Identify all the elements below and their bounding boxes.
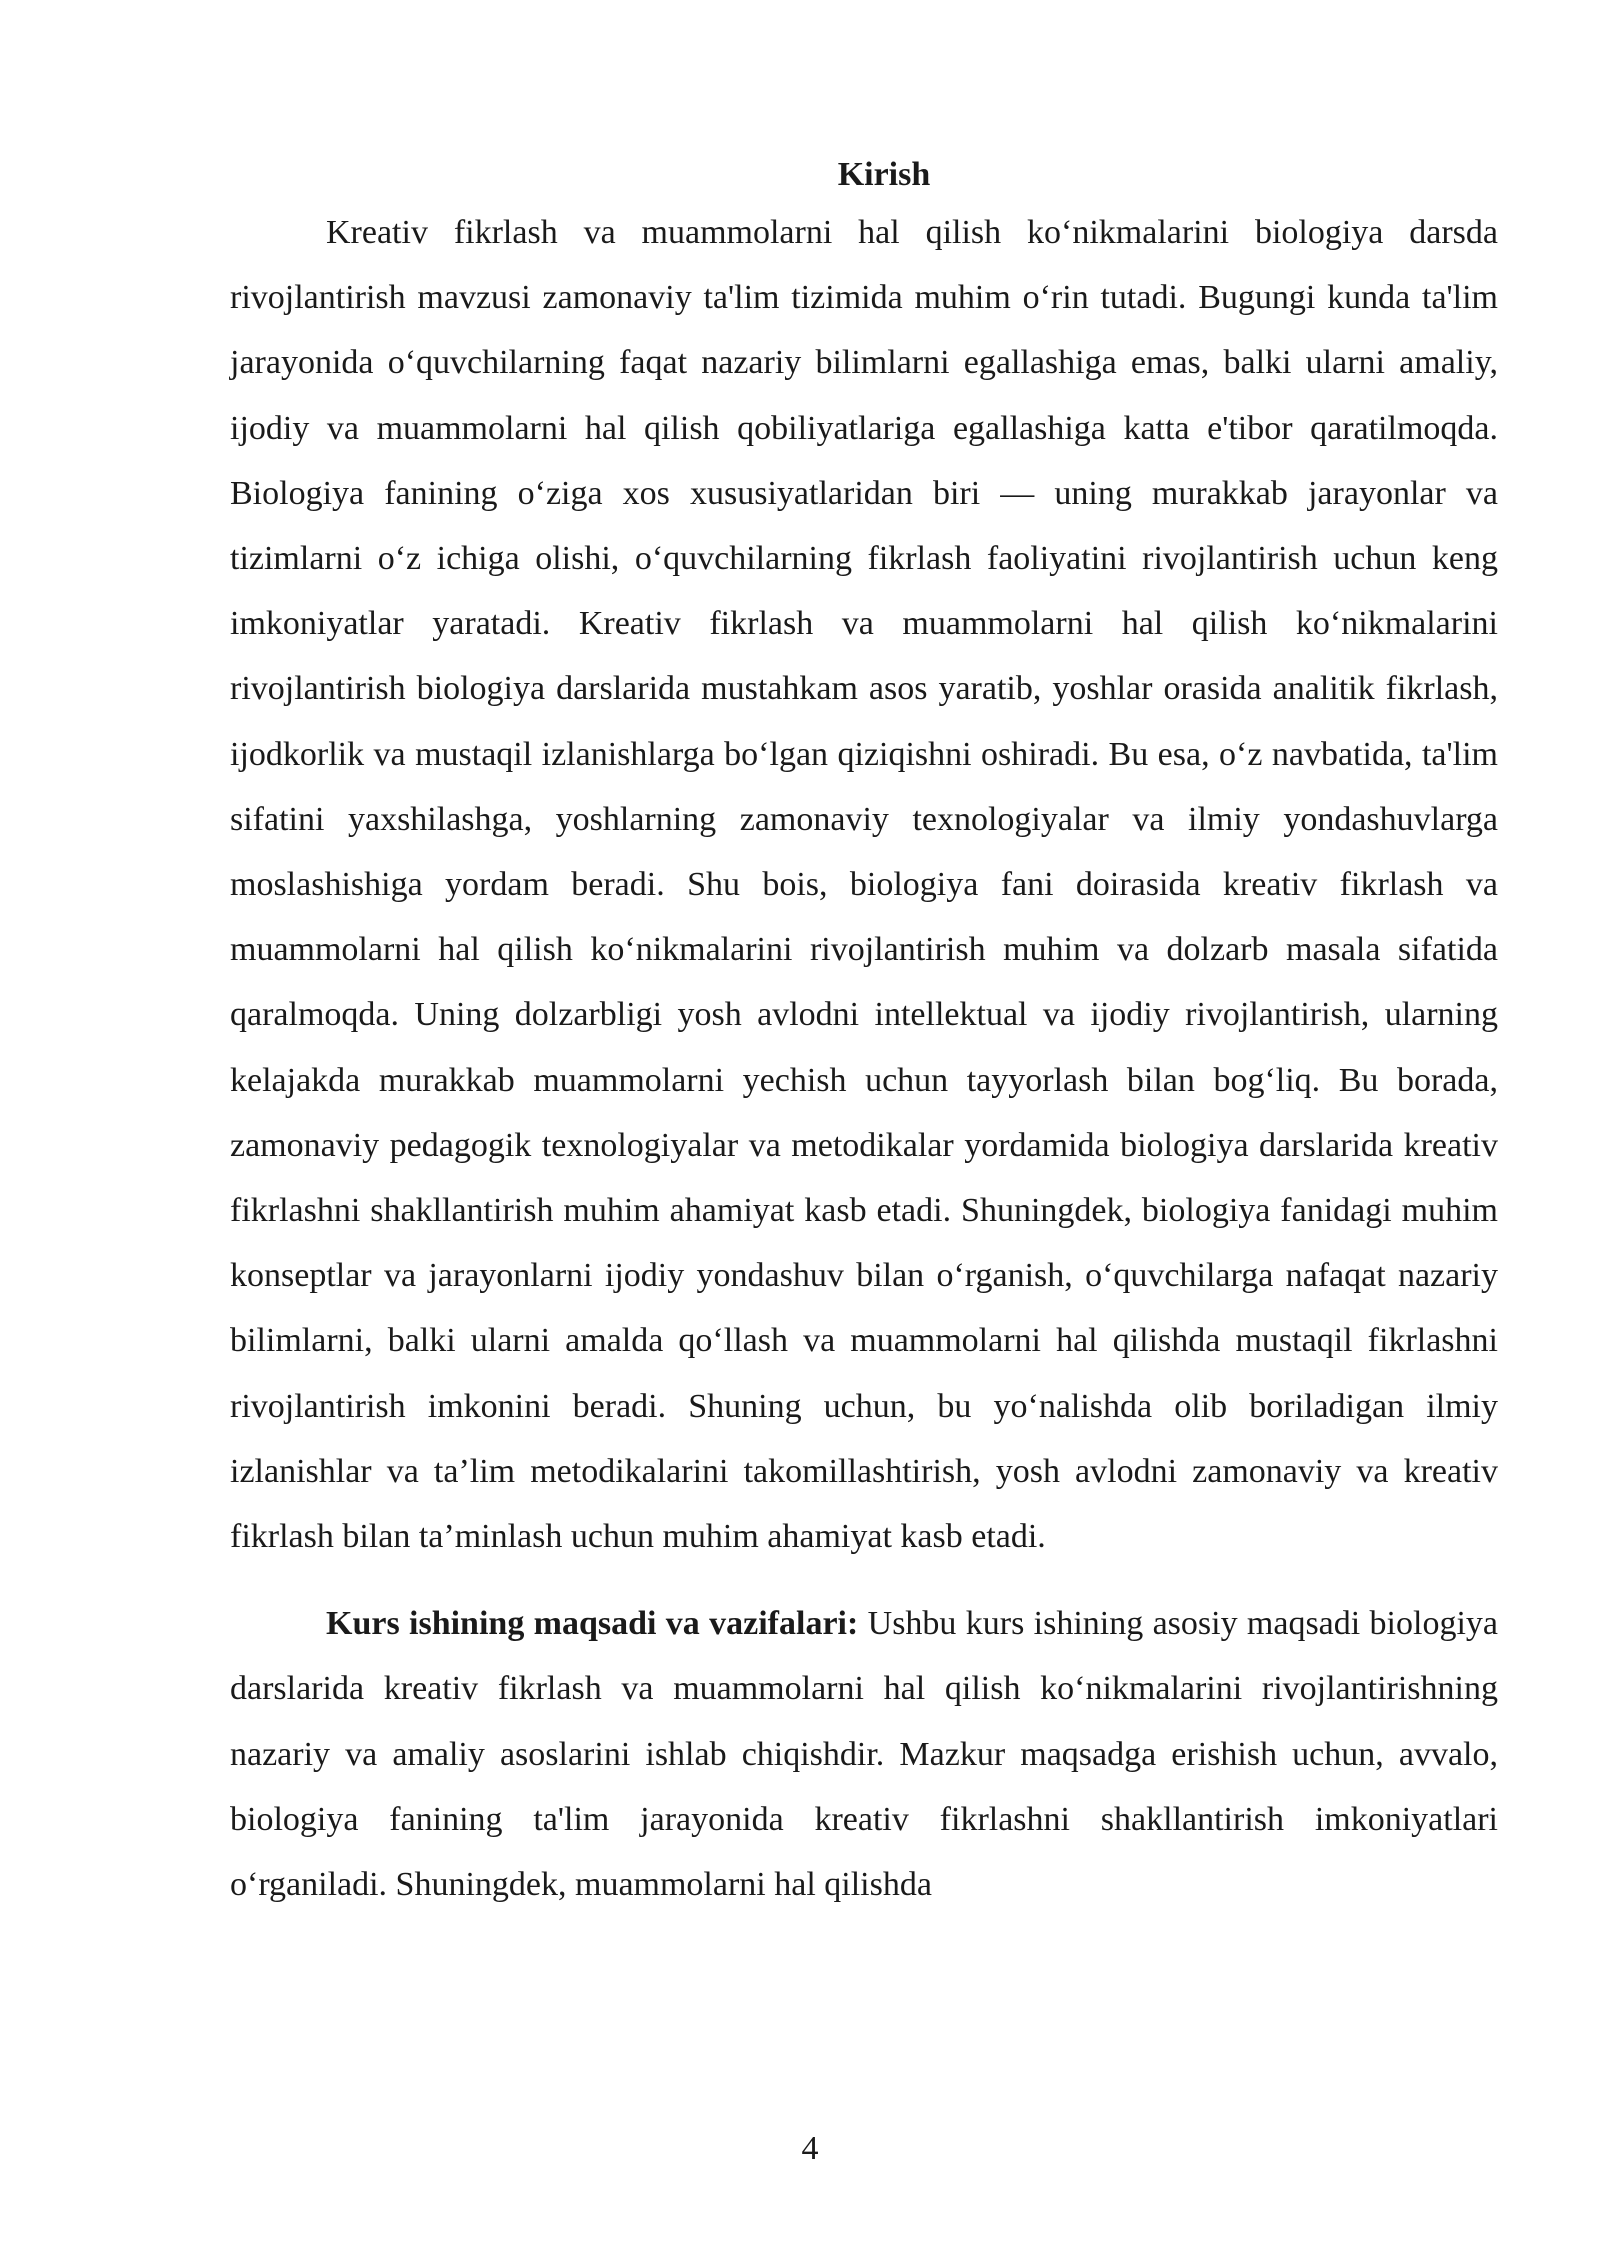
section-heading: Kirish xyxy=(837,156,931,193)
goals-paragraph xyxy=(230,1591,1498,1917)
introduction-paragraph: Kreativ fikrlash va muammolarni hal qilish ko‘nikmalarini biologiya darsda rivojlantirish mavzusi zamonaviy ta'lim tizimida muhim o‘rin tutadi. Bugungi kunda ta'lim jarayonida o‘quvchilarning faqat nazariy bilimlarni egallashiga emas, balki ularni amaliy, ijodiy va muammolarni hal qilish qobiliyatlariga egallashiga katta e'tibor qaratilmoqda. Biologiya fanining o‘ziga xos xususiyatlaridan biri — uning murakkab jarayonlar va tizimlarni o‘z ichiga olishi, o‘quvchilarning fikrlash faoliyatini rivojlantirish uchun keng imkoniyatlar yaratadi. Kreativ fikrlash va muammolarni hal qilish ko‘nikmalarini rivojlantirish biologiya darslarida mustahkam asos yaratib, yoshlar orasida analitik fikrlash, ijodkorlik va mustaqil izlanishlarga bo‘lgan qiziqishni oshiradi. Bu esa, o‘z navbatida, ta'lim sifatini yaxshilashga, yoshlarning zamonaviy texnologiyalar va ilmiy yondashuvlarga moslashishiga yordam beradi. Shu bois, biologiya fani doirasida kreativ fikrlash va muammolarni hal qilish ko‘nikmalarini rivojlantirish muhim va dolzarb masala sifatida qaralmoqda. Uning dolzarbligi yosh avlodni intellektual va ijodiy rivojlantirish, ularning kelajakda murakkab muammolarni yechish uchun tayyorlash bilan bog‘liq. Bu borada, zamonaviy pedagogik texnologiyalar va metodikalar yordamida biologiya darslarida kreativ fikrlashni shakllantirish muhim ahamiyat kasb etadi. Shuningdek, biologiya fanidagi muhim konseptlar va jarayonlarni ijodiy yondashuv bilan o‘rganish, o‘quvchilarga nafaqat nazariy bilimlarni, balki ularni amalda qo‘llash va muammolarni hal qilishda mustaqil fikrlashni rivojlantirish imkonini beradi. Shuning uchun, bu yo‘nalishda olib boriladigan ilmiy izlanishlar va ta’lim metodikalarini takomillashtirish, yosh avlodni zamonaviy va kreativ fikrlash bilan ta’minlash uchun muhim ahamiyat kasb etadi. xyxy=(230,214,1498,1556)
goals-paragraph-lead: Kurs ishining maqsadi va vazifalari: xyxy=(326,1605,859,1643)
page-number: 4 xyxy=(801,2130,819,2167)
goals-paragraph-text: Ushbu kurs ishining asosiy maqsadi biologiya darslarida kreativ fikrlash va muammolarni hal qilish ko‘nikmalarini rivojlantirishning nazariy va amaliy asoslarini ishlab chiqishdir. Mazkur maqsadga erishish uchun, avvalo, biologiya fanining ta'lim jarayonida kreativ fikrlashni shakllantirish imkoniyatlari o‘rganiladi. Shuningdek, muammolarni hal qilishda xyxy=(230,1605,1498,1904)
page-content xyxy=(230,150,1498,1917)
